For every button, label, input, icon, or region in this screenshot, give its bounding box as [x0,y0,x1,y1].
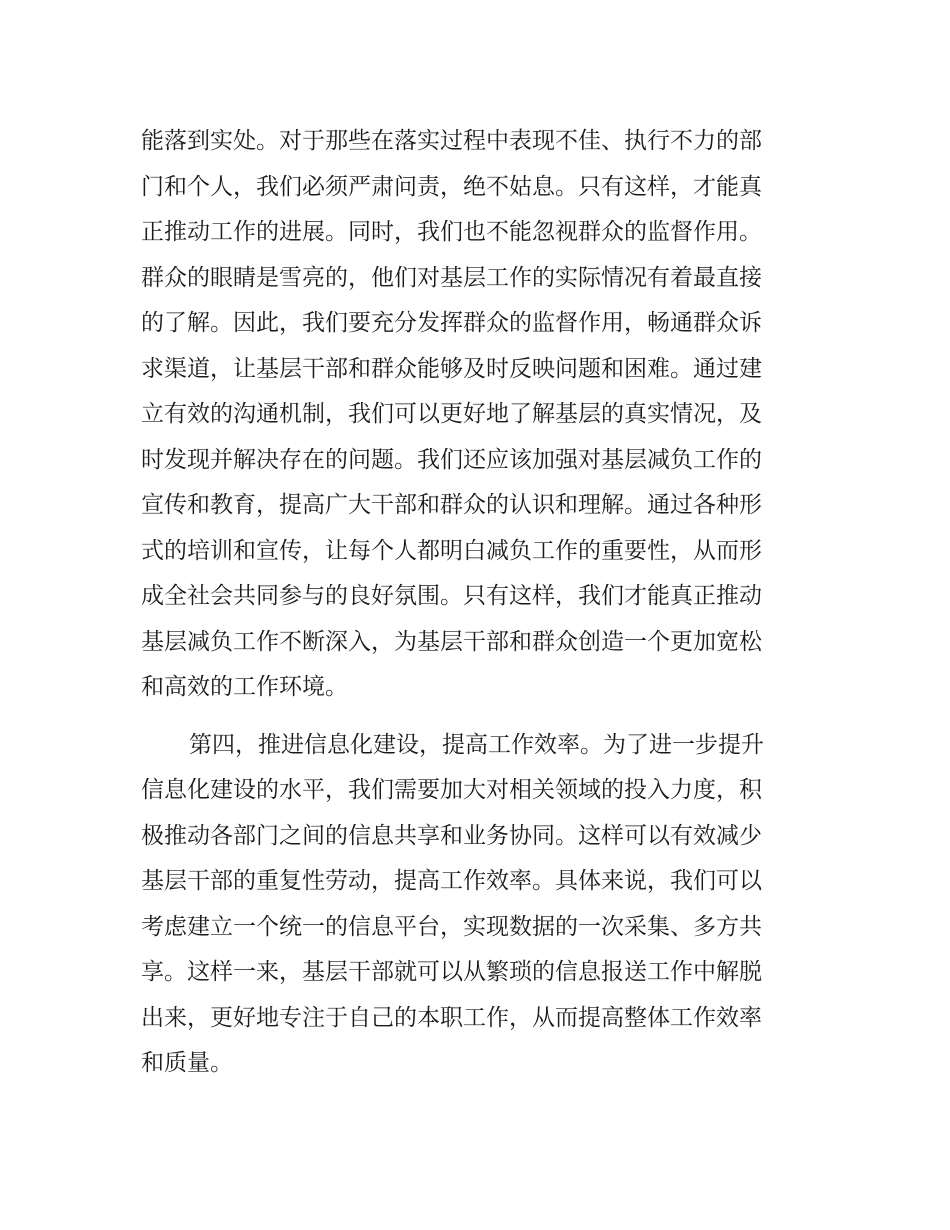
document-body [141,119,813,1087]
text-line: 求渠道，让基层干部和群众能够及时反映问题和困难。通过建 [141,355,762,382]
text-line: 基层减负工作不断深入，为基层干部和群众创造一个更加宽松 [141,628,762,655]
text-line: 立有效的沟通机制，我们可以更好地了解基层的真实情况，及 [141,401,762,427]
text-line: 和高效的工作环境。 [141,674,348,700]
text-line: 能落到实处。对于那些在落实过程中表现不佳、执行不力的部 [141,128,762,154]
text-line: 门和个人，我们必须严肃问责，绝不姑息。只有这样，才能真 [141,173,762,200]
text-line: 考虑建立一个统一的信息平台，实现数据的一次采集、多方共 [141,913,762,940]
text-line: 正推动工作的进展。同时，我们也不能忽视群众的监督作用。 [141,219,762,245]
text-line: 基层干部的重复性劳动，提高工作效率。具体来说，我们可以 [141,868,762,894]
text-line: 时发现并解决存在的问题。我们还应该加强对基层减负工作的 [141,446,762,473]
text-line: 极推动各部门之间的信息共享和业务协同。这样可以有效减少 [141,822,762,849]
text-line-indented: 第四，推进信息化建设，提高工作效率。为了进一步提升 [189,731,764,758]
text-line: 成全社会共同参与的良好氛围。只有这样，我们才能真正推动 [141,583,762,609]
text-line: 群众的眼睛是雪亮的，他们对基层工作的实际情况有着最直接 [141,264,762,291]
paragraph-1 [141,119,813,711]
text-line: 式的培训和宣传，让每个人都明白减负工作的重要性，从而形 [141,537,762,564]
text-line: 和质量。 [141,1050,233,1076]
text-line: 的了解。因此，我们要充分发挥群众的监督作用，畅通群众诉 [141,310,762,336]
text-line: 宣传和教育，提高广大干部和群众的认识和理解。通过各种形 [141,492,762,518]
paragraph-2 [141,723,813,1087]
text-line: 信息化建设的水平，我们需要加大对相关领域的投入力度，积 [141,777,762,803]
text-line: 出来，更好地专注于自己的本职工作，从而提高整体工作效率 [141,1004,762,1031]
text-line: 享。这样一来，基层干部就可以从繁琐的信息报送工作中解脱 [141,959,762,985]
